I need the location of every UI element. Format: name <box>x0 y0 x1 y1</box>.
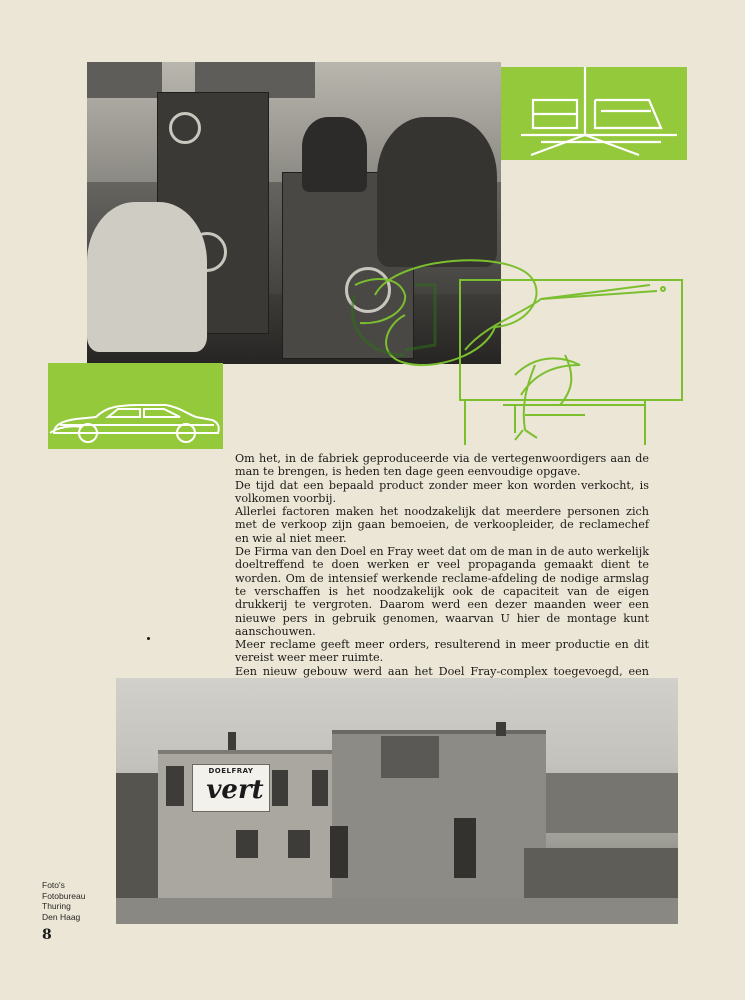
car-illustration-box <box>48 363 223 449</box>
chimney <box>228 732 236 750</box>
paragraph: Meer reclame geeft meer orders, resulterend in meer productie en dit vereist weer meer ruimte. <box>235 638 649 665</box>
building-window <box>288 830 310 858</box>
building-icon <box>501 67 687 160</box>
building-illustration-box <box>501 67 687 160</box>
paragraph: De tijd dat een bepaald product zonder meer kon worden verkocht, is volkomen voorbij. <box>235 478 649 505</box>
page-number: 8 <box>42 927 52 943</box>
worker-center <box>302 117 367 192</box>
sign-brand-text: DOELFRAY <box>208 767 254 775</box>
paragraph: De Firma van den Doel en Fray weet dat om de man in de auto werkelijk doeltreffend te doen werken er veel propaganda gemaakt dient te worden. Om de intensief werkende reclame-afdeling de nodige armslag te verschaffen is het noodzakelijk ook de capaciteit van de eigen drukkerij te vergroten. Daarom werd een dezer maanden weer een nieuwe pers in gebruik genomen, waarvan U hier de montage kunt aanschouwen. <box>235 545 649 638</box>
building-window <box>312 770 328 806</box>
chimney <box>496 722 506 736</box>
photo-window <box>87 62 162 98</box>
distant-buildings <box>546 773 678 833</box>
paragraph: Om het, in de fabriek geproduceerde via de vertegenwoordigers aan de man te brengen, is heden ten dage geen eenvoudige opgave. <box>235 452 649 479</box>
building-door <box>330 826 348 878</box>
credit-line: Thuring <box>42 901 71 911</box>
tower-door <box>454 818 476 878</box>
building-tower <box>332 730 546 909</box>
car-icon <box>48 363 223 449</box>
worker-left <box>87 202 207 352</box>
article-body <box>235 452 649 705</box>
paragraph: Een nieuw gebouw werd aan het Doel Fray-complex toegevoegd, een <box>235 664 649 678</box>
credit-line: Fotobureau <box>42 890 86 901</box>
photo-credit <box>42 880 112 922</box>
building-window <box>272 770 288 806</box>
stray-dot <box>147 637 150 640</box>
heron-press-line-art <box>345 255 685 450</box>
worker-right <box>377 117 497 267</box>
building-window <box>236 830 258 858</box>
sign-main-text: vert <box>206 775 264 805</box>
doelfray-vert-sign <box>192 764 270 812</box>
credit-line: Den Haag <box>42 911 81 922</box>
factory-building-photo <box>116 678 678 924</box>
glass-block-window <box>381 736 439 778</box>
credit-line: Foto's <box>42 880 65 890</box>
press-wheel <box>169 112 201 144</box>
ground <box>116 898 678 924</box>
building-window <box>166 766 184 806</box>
paragraph: Allerlei factoren maken het noodzakelijk dat meerdere personen zich met de verkoop zijn gaan bemoeien, de verkoopleider, de reclamechef en wie al niet meer. <box>235 505 649 545</box>
